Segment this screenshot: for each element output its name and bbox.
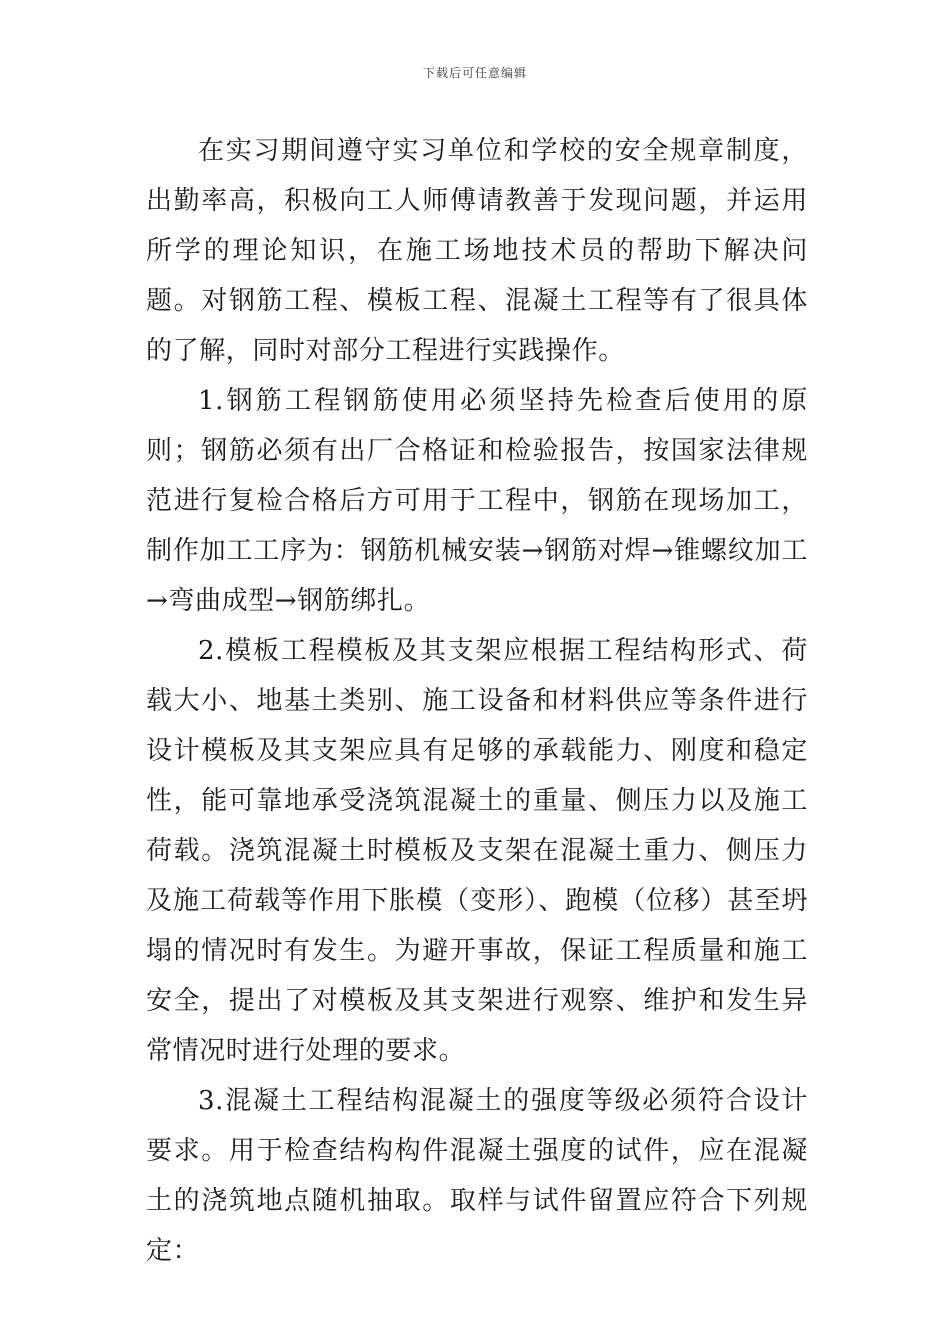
- paragraph-concrete: 3.混凝土工程结构混凝土的强度等级必须符合设计要求。用于检查结构构件混凝土强度的试件，应在混凝土的浇筑地点随机抽取。取样与试件留置应符合下列规定：: [146, 1086, 808, 1266]
- paragraph-formwork: 2.模板工程模板及其支架应根据工程结构形式、荷载大小、地基土类别、施工设备和材料供应等条件进行设计模板及其支架应具有足够的承载能力、刚度和稳定性，能可靠地承受浇筑混凝土的重量、侧压力以及施工荷载。浇筑混凝土时模板及支架在混凝土重力、侧压力及施工荷载等作用下胀模（变形）、跑模（位移）甚至坍塌的情况时有发生。为避开事故，保证工程质量和施工安全，提出了对模板及其支架进行观察、维护和发生异常情况时进行处理的要求。: [146, 636, 808, 1066]
- paragraph-intro: 在实习期间遵守实习单位和学校的安全规章制度，出勤率高，积极向工人师傅请教善于发现问题，并运用所学的理论知识，在施工场地技术员的帮助下解决问题。对钢筋工程、模板工程、混凝土工程等有了很具体的了解，同时对部分工程进行实践操作。: [146, 136, 808, 366]
- paragraph-rebar: 1.钢筋工程钢筋使用必须坚持先检查后使用的原则；钢筋必须有出厂合格证和检验报告，按国家法律规范进行复检合格后方可用于工程中，钢筋在现场加工，制作加工工序为：钢筋机械安装→钢筋对焊→锥螺纹加工→弯曲成型→钢筋绑扎。: [146, 386, 808, 616]
- document-body: [146, 126, 808, 1276]
- header-note: 下载后可任意编辑: [422, 66, 527, 80]
